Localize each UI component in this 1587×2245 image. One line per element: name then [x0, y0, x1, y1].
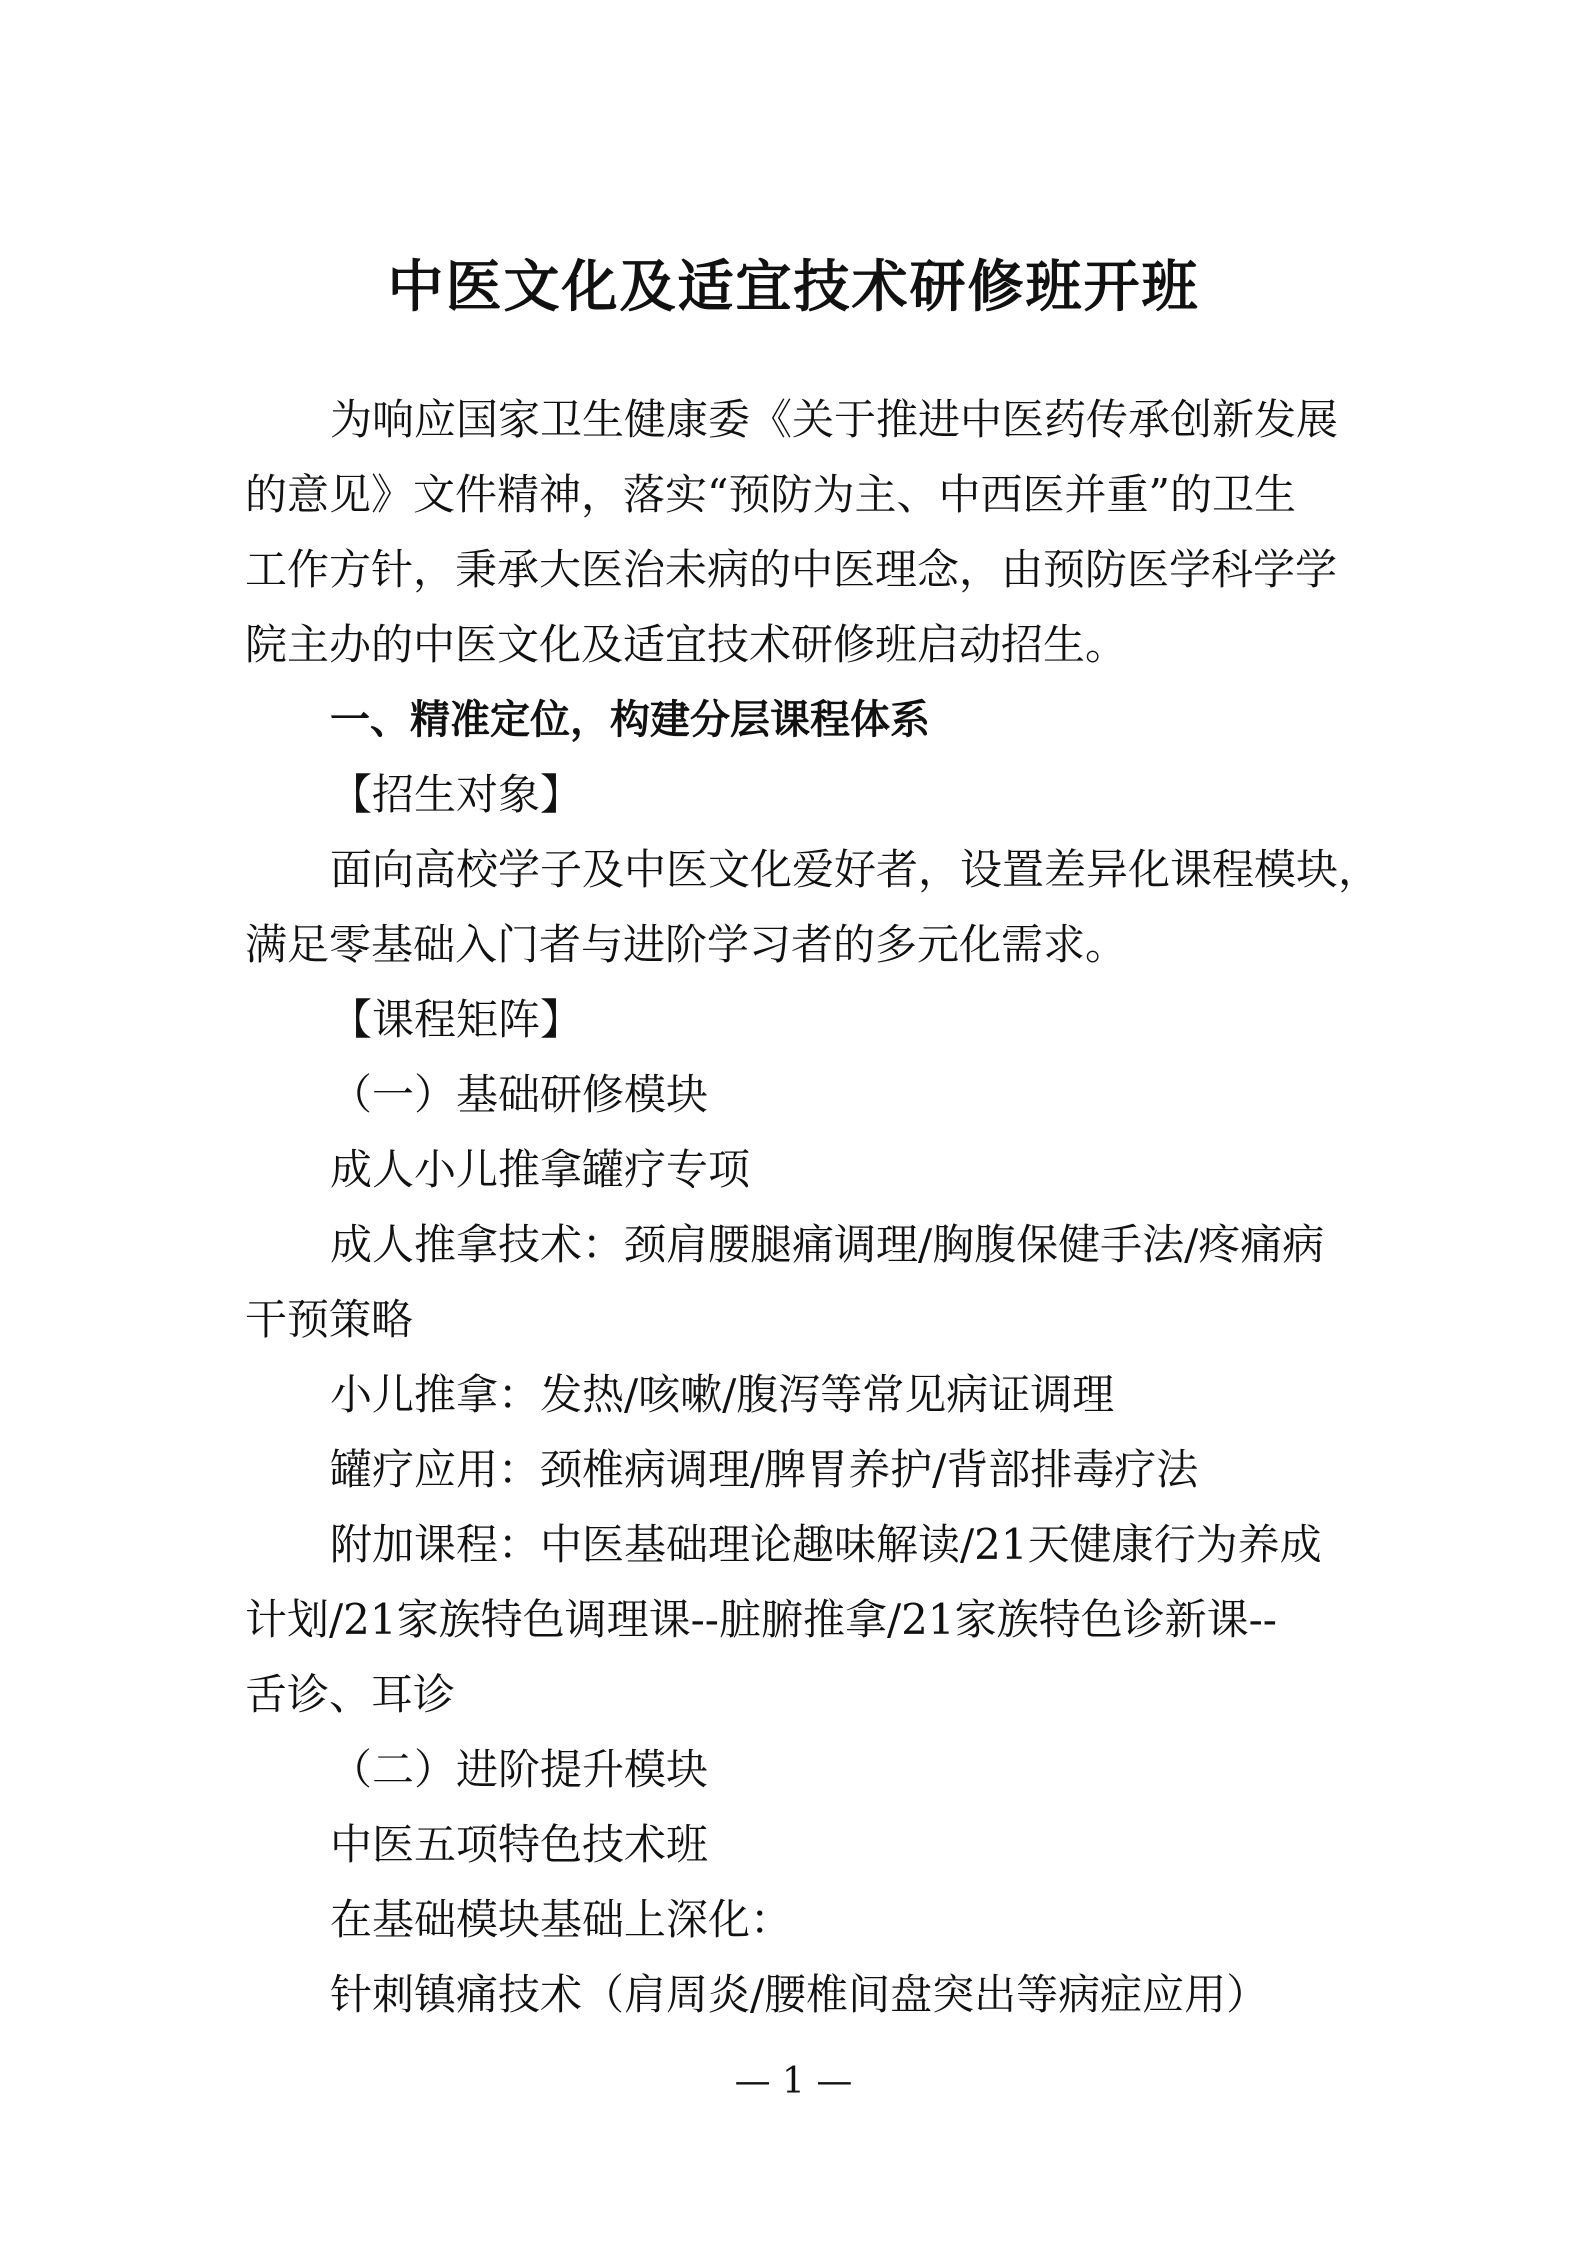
matrix-label: 【课程矩阵】 — [330, 995, 583, 1044]
intro-line-3: 工作方针，秉承大医治未病的中医理念，由预防医学科学学 — [245, 545, 1338, 594]
cupping-line: 罐疗应用：颈椎病调理/脾胃养护/背部排毒疗法 — [330, 1445, 1199, 1494]
extra-courses-line-2: 计划/21家族特色调理课--脏腑推拿/21家族特色诊新课-- — [245, 1595, 1277, 1644]
module2-subtitle: 中医五项特色技术班 — [330, 1820, 709, 1869]
enroll-text-line-1: 面向高校学子及中医文化爱好者，设置差异化课程模块， — [330, 845, 1381, 894]
acupuncture-line: 针刺镇痛技术（肩周炎/腰椎间盘突出等病症应用） — [330, 1970, 1269, 2019]
page-title: 中医文化及适宜技术研修班开班 — [387, 254, 1200, 320]
intro-line-1: 为响应国家卫生健康委《关于推进中医药传承创新发展 — [330, 395, 1339, 444]
module2-intro: 在基础模块基础上深化： — [330, 1895, 793, 1944]
enroll-text-line-2: 满足零基础入门者与进阶学习者的多元化需求。 — [245, 920, 1128, 969]
extra-courses-line-3: 舌诊、耳诊 — [245, 1670, 456, 1719]
adult-massage-line-2: 干预策略 — [245, 1295, 414, 1344]
enroll-label: 【招生对象】 — [330, 770, 583, 819]
intro-line-2: 的意见》文件精神，落实“预防为主、中西医并重”的卫生 — [245, 470, 1296, 519]
child-massage-line: 小儿推拿：发热/咳嗽/腹泻等常见病证调理 — [330, 1370, 1115, 1419]
section-heading: 一、精准定位，构建分层课程体系 — [330, 697, 930, 743]
intro-line-4: 院主办的中医文化及适宜技术研修班启动招生。 — [245, 620, 1128, 669]
module1-heading: （一）基础研修模块 — [330, 1070, 709, 1119]
module2-heading: （二）进阶提升模块 — [330, 1745, 709, 1794]
page-number: — 1 — — [734, 2061, 853, 2102]
module1-subtitle: 成人小儿推拿罐疗专项 — [330, 1145, 751, 1194]
adult-massage-line-1: 成人推拿技术：颈肩腰腿痛调理/胸腹保健手法/疼痛病 — [330, 1220, 1325, 1269]
extra-courses-line-1: 附加课程：中医基础理论趣味解读/21天健康行为养成 — [330, 1520, 1322, 1569]
